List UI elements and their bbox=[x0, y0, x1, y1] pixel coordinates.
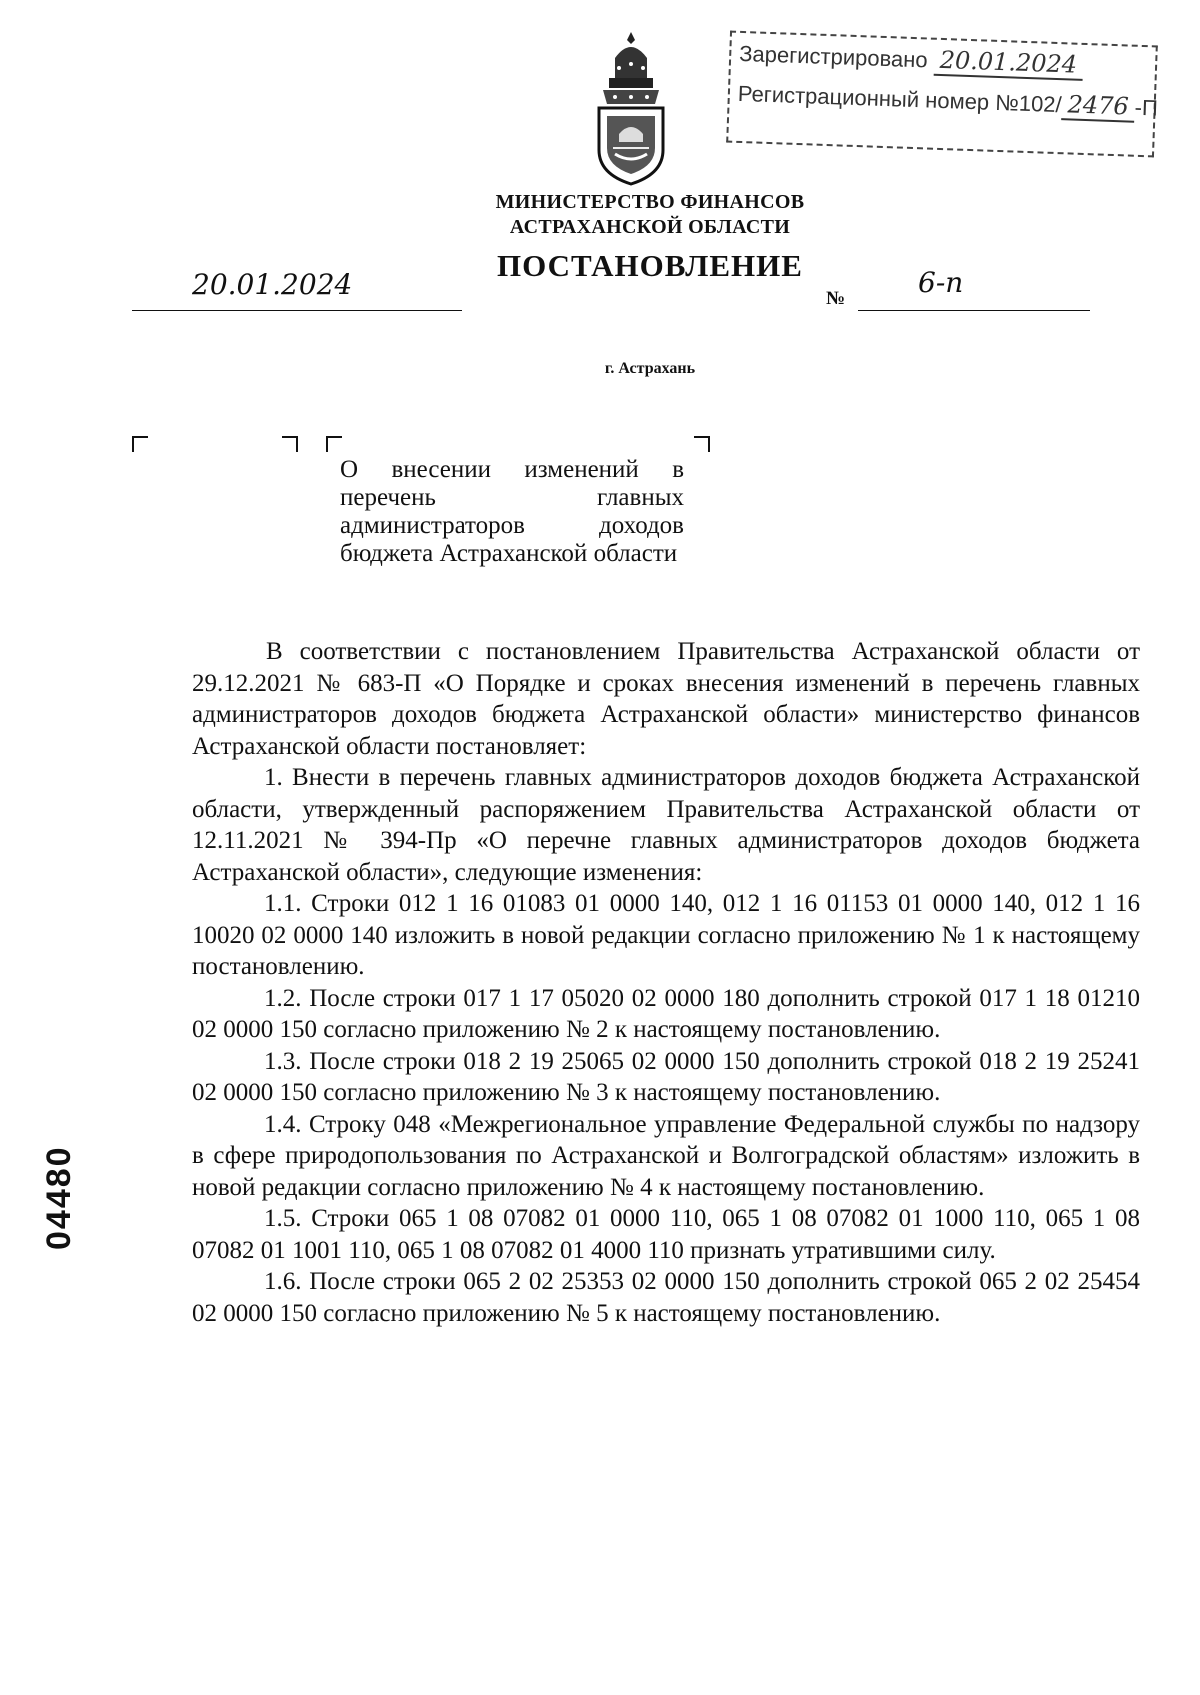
number-field bbox=[858, 264, 1090, 311]
item-1-2-paragraph: 1.2. После строки 017 1 17 05020 02 0000 180 дополнить строкой 017 1 18 01210 02 0000 150 согласно приложению № 2 к настоящему постановлению. bbox=[192, 984, 1140, 1043]
document-subject: О внесении изменений в перечень главных администраторов доходов бюджета Астраханской области bbox=[340, 456, 684, 567]
date-field bbox=[132, 266, 462, 311]
item-1-5-paragraph: 1.5. Строки 065 1 08 07082 01 0000 110, 065 1 08 07082 01 1000 110, 065 1 08 07082 01 1001 110, 065 1 08 07082 01 4000 110 признать утратившими силу. bbox=[192, 1205, 1140, 1264]
ministry-line-2: АСТРАХАНСКОЙ ОБЛАСТИ bbox=[509, 216, 791, 238]
side-registration-number: 04480 bbox=[40, 1145, 78, 1250]
document-body bbox=[192, 636, 1140, 1329]
item-1-4-paragraph: 1.4. Строку 048 «Межрегиональное управление Федеральной службы по надзору в сфере природопользования по Астраханской и Волгоградской областям» изложить в новой редакции согласно приложению № 4 к настоящему постановлению. bbox=[192, 1110, 1140, 1201]
city-name: г. Астрахань bbox=[604, 360, 696, 377]
stamp-reg-number-value: 2476 bbox=[1061, 90, 1135, 123]
corner-bracket-top-right bbox=[282, 436, 298, 452]
document-type-title: ПОСТАНОВЛЕНИЕ bbox=[497, 248, 803, 283]
handwritten-date: 20.01.2024 bbox=[192, 268, 353, 301]
stamp-reg-number-suffix: -П bbox=[1134, 94, 1159, 121]
stamp-registered-date: 20.01.2024 bbox=[933, 46, 1083, 81]
corner-bracket-top-right bbox=[694, 436, 710, 452]
item-1-6-paragraph: 1.6. После строки 065 2 02 25353 02 0000 150 дополнить строкой 065 2 02 25454 02 0000 150 согласно приложению № 5 к настоящему постановлению. bbox=[192, 1268, 1140, 1327]
item-1-3-paragraph: 1.3. После строки 018 2 19 25065 02 0000 150 дополнить строкой 018 2 19 25241 02 0000 150 согласно приложению № 3 к настоящему постановлению. bbox=[192, 1047, 1140, 1106]
item-1-paragraph: 1. Внести в перечень главных администраторов доходов бюджета Астраханской области, утвержденный распоряжением Правительства Астраханской области от 12.11.2021 № 394-Пр «О перечне главных администраторов доходов бюджета Астраханской области», следующие изменения: bbox=[192, 764, 1140, 886]
item-1-1-paragraph: 1.1. Строки 012 1 16 01083 01 0000 140, 012 1 16 01153 01 0000 140, 012 1 16 10020 02 0000 140 изложить в новой редакции согласно приложению № 1 к настоящему постановлению. bbox=[192, 890, 1140, 980]
handwritten-number: 6-п bbox=[918, 266, 964, 299]
corner-bracket-top-left bbox=[326, 436, 342, 452]
stamp-registered-label: Зарегистрировано bbox=[738, 40, 929, 73]
ministry-line-1: МИНИСТЕРСТВО ФИНАНСОВ bbox=[495, 191, 805, 213]
coat-of-arms-emblem bbox=[585, 28, 677, 188]
registration-stamp bbox=[726, 31, 1158, 158]
number-label: № bbox=[826, 288, 846, 309]
stamp-reg-number-label: Регистрационный номер №102/ bbox=[737, 80, 1063, 118]
corner-bracket-top-left bbox=[132, 436, 148, 452]
ministry-name bbox=[350, 190, 950, 240]
intro-paragraph: В соответствии с постановлением Правительства Астраханской области от 29.12.2021 № 683-П «О Порядке и сроках внесения изменений в перечень главных администраторов доходов бюджета Астраханской области» министерство финансов Астраханской области постановляет: bbox=[192, 638, 1140, 760]
